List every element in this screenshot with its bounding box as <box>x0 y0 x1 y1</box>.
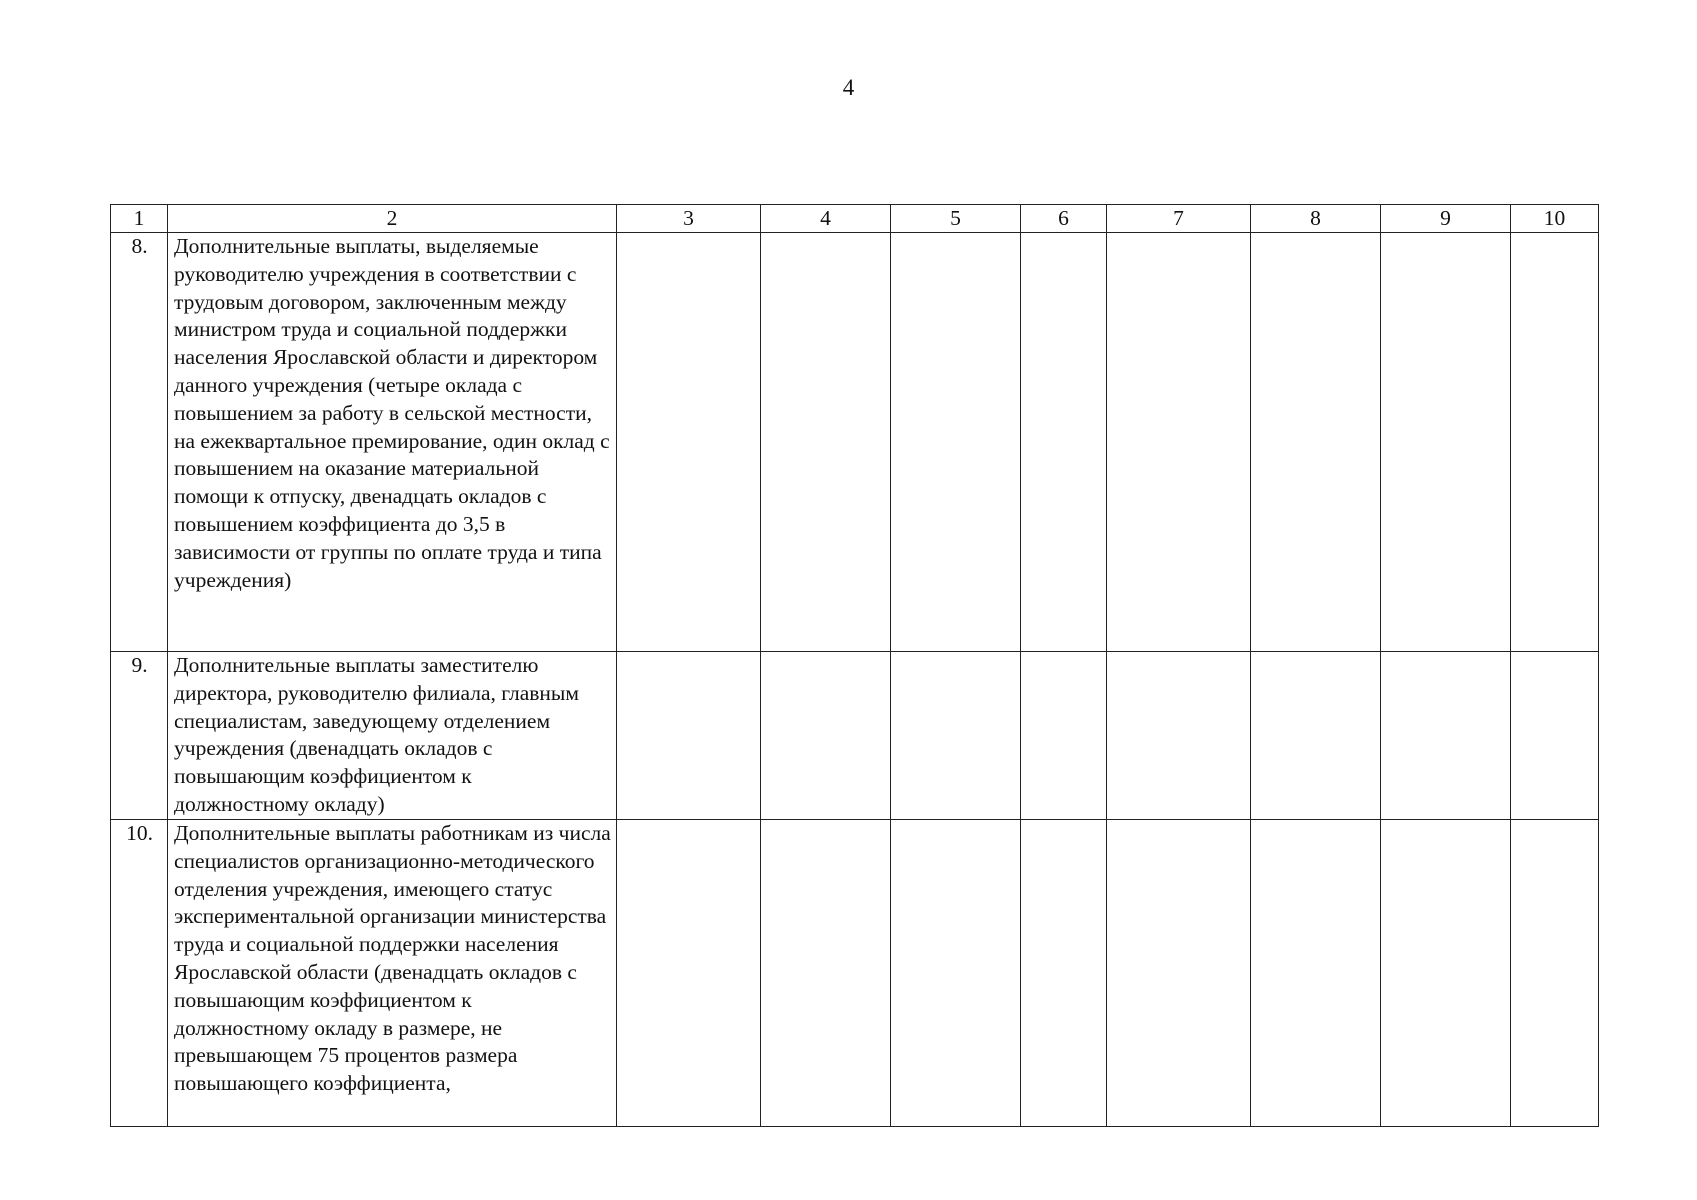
empty-cell <box>1251 652 1381 820</box>
column-header: 1 <box>111 205 168 233</box>
column-header: 3 <box>617 205 761 233</box>
row-number: 9. <box>111 652 168 820</box>
empty-cell <box>1251 233 1381 652</box>
column-header: 9 <box>1381 205 1511 233</box>
column-header: 4 <box>761 205 891 233</box>
empty-cell <box>761 652 891 820</box>
empty-cell <box>761 233 891 652</box>
empty-cell <box>1511 652 1599 820</box>
empty-cell <box>1021 820 1107 1127</box>
row-number: 10. <box>111 820 168 1127</box>
table-row <box>111 820 1599 1127</box>
table-header-row <box>111 205 1599 233</box>
table-row <box>111 233 1599 652</box>
empty-cell <box>1511 820 1599 1127</box>
empty-cell <box>1381 652 1511 820</box>
empty-cell <box>891 820 1021 1127</box>
empty-cell <box>1021 652 1107 820</box>
empty-cell <box>891 652 1021 820</box>
empty-cell <box>617 820 761 1127</box>
column-header: 2 <box>168 205 617 233</box>
payments-table <box>110 204 1599 1127</box>
empty-cell <box>1107 233 1251 652</box>
row-number: 8. <box>111 233 168 652</box>
empty-cell <box>891 233 1021 652</box>
column-header: 10 <box>1511 205 1599 233</box>
empty-cell <box>761 820 891 1127</box>
table-row <box>111 652 1599 820</box>
column-header: 6 <box>1021 205 1107 233</box>
column-header: 8 <box>1251 205 1381 233</box>
row-description: Дополнительные выплаты, выделяемые руководителю учреждения в соответствии с трудовым договором, заключенным между министром труда и социальной поддержки населения Ярославской области и директором данного учреждения (четыре оклада с повышением за работу в сельской местности, на ежеквартальное премирование, один оклад с повышением на оказание материальной помощи к отпуску, двенадцать окладов с повышением коэффициента до 3,5 в зависимости от группы по оплате труда и типа учреждения) <box>168 233 617 652</box>
empty-cell <box>1251 820 1381 1127</box>
empty-cell <box>1381 233 1511 652</box>
column-header: 7 <box>1107 205 1251 233</box>
empty-cell <box>1511 233 1599 652</box>
empty-cell <box>617 233 761 652</box>
row-description: Дополнительные выплаты заместителю директора, руководителю филиала, главным специалистам, заведующему отделением учреждения (двенадцать окладов с повышающим коэффициентом к должностному окладу) <box>168 652 617 820</box>
row-description: Дополнительные выплаты работникам из числа специалистов организационно-методического отделения учреждения, имеющего статус экспериментальной организации министерства труда и социальной поддержки населения Ярославской области (двенадцать окладов с повышающим коэффициентом к должностному окладу в размере, не превышающем 75 процентов размера повышающего коэффициента, <box>168 820 617 1127</box>
empty-cell <box>1107 820 1251 1127</box>
page-number: 4 <box>842 75 855 100</box>
empty-cell <box>1381 820 1511 1127</box>
column-header: 5 <box>891 205 1021 233</box>
empty-cell <box>1107 652 1251 820</box>
empty-cell <box>1021 233 1107 652</box>
empty-cell <box>617 652 761 820</box>
